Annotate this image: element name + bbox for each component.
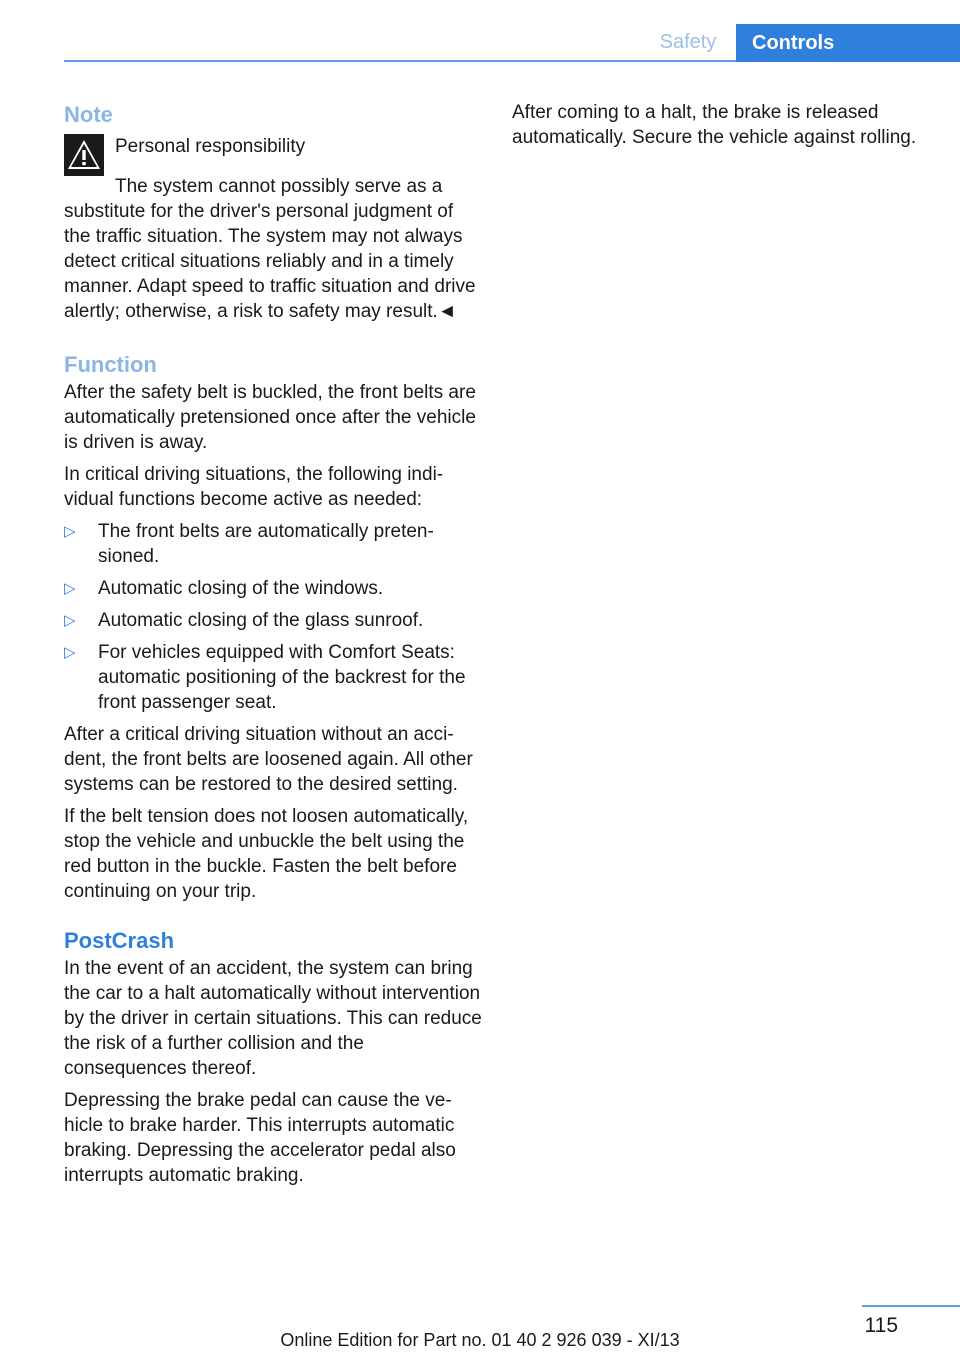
page-number: 115 [864, 1314, 898, 1337]
function-heading: Function [64, 352, 157, 377]
tab-controls[interactable]: Controls [736, 24, 960, 62]
postcrash-paragraph-2: Depressing the brake pedal can cause the vehicle to brake harder. This interrupts automatic braking. Depressing the accelerator pedal also interrupts automatic braking. [64, 1090, 456, 1186]
list-item: ▷ Automatic closing of the windows. [64, 578, 384, 599]
footer-rule [862, 1305, 960, 1307]
tab-safety[interactable]: Safety [659, 31, 717, 53]
function-paragraph-2: In critical driving situations, the following individual functions become active as needed: [64, 464, 444, 510]
list-item: ▷ For vehicles equipped with Comfort Seats: automatic positioning of the backrest for the front passenger seat. [64, 642, 466, 713]
left-column [64, 100, 482, 1195]
function-paragraph-4: If the belt tension does not loosen automatically, stop the vehicle and unbuckle the belt using the red button in the buckle. Fasten the belt before continuing on your trip. [64, 806, 469, 902]
postcrash-paragraph-3: After coming to a halt, the brake is released automatically. Secure the vehicle against rolling. [512, 102, 917, 148]
list-item: ▷ The front belts are automatically pretensioned. [64, 521, 434, 567]
postcrash-heading: PostCrash [64, 928, 175, 953]
function-paragraph-3: After a critical driving situation without an accident, the front belts are loosened again. All other systems can be restored to the desired setting. [64, 724, 473, 795]
note-title: Personal responsibility [115, 136, 306, 157]
note-heading: Note [64, 102, 113, 127]
triangle-right-icon: ▷ [64, 580, 76, 597]
note-body: The system cannot possibly serve as a substitute for the driver's personal judgment of the traffic situation. The system may not always detect critical situations reliably and in a timely manner. Adapt speed to traffic situation and drive alertly; otherwise, a risk to safety may result.◄ [64, 176, 476, 322]
list-item: ▷ Automatic closing of the glass sunroof. [64, 610, 424, 631]
right-column [512, 100, 930, 157]
edition-line: Online Edition for Part no. 01 40 2 926 039 - XI/13 [280, 1330, 680, 1350]
triangle-right-icon: ▷ [64, 523, 76, 540]
warning-triangle-icon [64, 134, 104, 176]
triangle-right-icon: ▷ [64, 644, 76, 661]
note-header [64, 132, 482, 176]
function-paragraph-1: After the safety belt is buckled, the front belts are automatically pretensioned once after the vehicle is driven is away. [64, 382, 476, 453]
postcrash-paragraph-1: In the event of an accident, the system can bring the car to a halt automatically without intervention by the driver in certain situations. This can reduce the risk of a further collision and the consequences thereof. [64, 958, 482, 1079]
triangle-right-icon: ▷ [64, 612, 76, 629]
function-bullet-list [64, 519, 482, 715]
